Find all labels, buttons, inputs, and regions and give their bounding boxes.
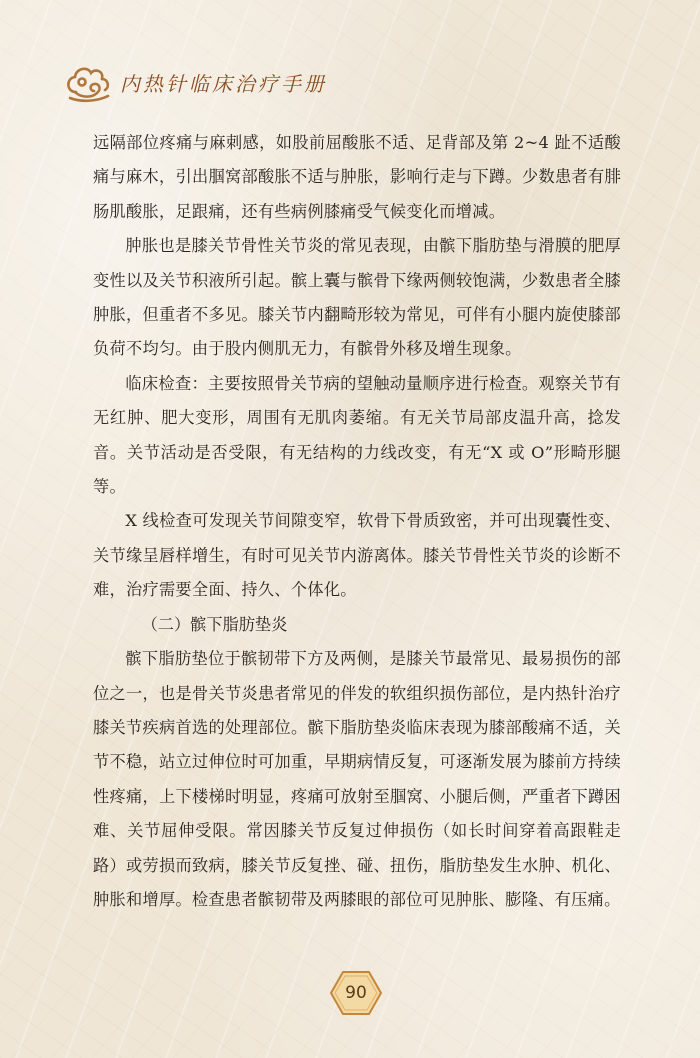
cloud-scroll-icon — [62, 60, 114, 104]
page-body — [93, 126, 621, 917]
paragraph-1: 远隔部位疼痛与麻刺感，如股前屈酸胀不适、足背部及第 2~4 趾不适酸痛与麻木，引出腘窝部酸胀不适与肿胀，影响行走与下蹲。少数患者有腓肠肌酸胀，足跟痛，还有些病例膝痛受气候变化而增减。 — [93, 133, 621, 221]
section-subheading: （二）髌下脂肪垫炎 — [141, 614, 288, 634]
running-header — [62, 58, 327, 106]
paragraph-3: 临床检查：主要按照骨关节病的望触动量顺序进行检查。观察关节有无红肿、肥大变形，周围有无肌肉萎缩。有无关节局部皮温升高，捻发音。关节活动是否受限，有无结构的力线改变，有无“X 或 O”形畸形腿等。 — [93, 373, 621, 497]
paragraph-4: X 线检查可发现关节间隙变窄，软骨下骨质致密，并可出现囊性变、关节缘呈唇样增生，有时可见关节内游离体。膝关节骨性关节炎的诊断不难，治疗需要全面、持久、个体化。 — [93, 511, 621, 600]
page-number-badge — [329, 970, 383, 1016]
book-title: 内热针临床治疗手册 — [120, 71, 327, 96]
page-number: 90 — [345, 983, 367, 1003]
paragraph-5: 髌下脂肪垫位于髌韧带下方及两侧，是膝关节最常见、最易损伤的部位之一，也是骨关节炎患者常见的伴发的软组织损伤部位，是内热针治疗膝关节疾病首选的处理部位。髌下脂肪垫炎临床表现为膝部酸痛不适，关节不稳，站立过伸位时可加重，早期病情反复，可逐渐发展为膝前方持续性疼痛，上下楼梯时明显，疼痛可放射至腘窝、小腿后侧，严重者下蹲困难、关节屈伸受限。常因膝关节反复过伸损伤（如长时间穿着高跟鞋走路）或劳损而致病，膝关节反复挫、碰、扭伤，脂肪垫发生水肿、机化、肿胀和增厚。检查患者髌韧带及两膝眼的部位可见肿胀、膨隆、有压痛。 — [93, 649, 621, 909]
paragraph-2: 肿胀也是膝关节骨性关节炎的常见表现，由髌下脂肪垫与滑膜的肥厚变性以及关节积液所引起。髌上囊与髌骨下缘两侧较饱满，少数患者全膝肿胀，但重者不多见。膝关节内翻畸形较为常见，可伴有小腿内旋使膝部负荷不均匀。由于股内侧肌无力，有髌骨外移及增生现象。 — [93, 236, 621, 359]
